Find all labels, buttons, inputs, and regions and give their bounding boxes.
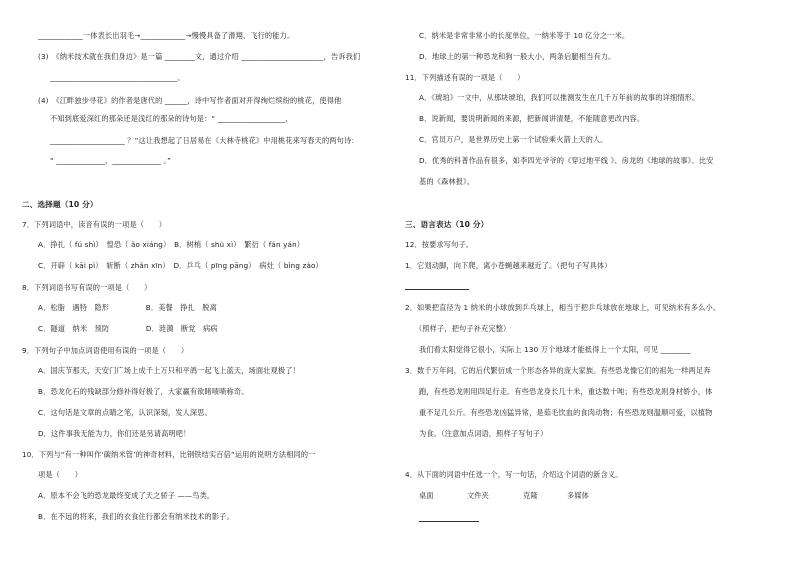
question-option: D．地球上的第一种恐龙和狗一般大小，两条后腿相当有力。 (419, 52, 616, 61)
section-title: 三、语言表达（10 分） (405, 220, 489, 229)
question-option: A．《琥珀》一文中，从那块琥珀，我们可以推测发生在几千万年前的故事的详细情形。 (419, 93, 700, 102)
question-option: B．恐龙化石的残缺部分修补得好极了，大家赢有欲睹啧啧称奇。 (38, 387, 249, 396)
sub-question: 重不足几公斤。有些恐龙凶猛异常，是茹毛饮血的食肉动物；有些恐龙则温顺可爱，以植物 (419, 408, 713, 417)
question-option: A．松脂 遇特 隐形 B．美餐 挣扎 脱离 (38, 303, 217, 312)
word-choice: 桌面 (419, 491, 434, 500)
text-line: “ _____________，_____________ 。” (50, 156, 172, 165)
question-option: B．在不远的将来，我们的衣食住行都会有纳米技术的影子。 (38, 512, 234, 521)
sub-question: 3．数千万年间，它的后代繁衍成一个形态各异的庞大家族。有些恐龙像它们的祖先一样两足奔 (405, 366, 711, 375)
question-option: A．国庆节那天，天安门广场上成千上万只和平鸽一起飞上蓝天，场面壮观极了！ (38, 366, 300, 375)
sub-question: 跑，有些恐龙则用四足行走。有些恐龙身长几十米，重达数十吨；有些恐龙则身材娇小，体 (419, 387, 713, 396)
question-option: C．开辟（ kāi pì） 斩断（ zhǎn xīn） D．乒乓（ pīng pāng） 病灶（ bìng zào） (38, 261, 323, 270)
question-option: C．隧道 纳米 预防 D．涟漪 断党 病病 (38, 324, 218, 333)
question-stem: 12．按要求写句子。 (405, 240, 474, 249)
question-option: A．挣扎（ fú shì） 惶恐（ ǎo xiáng） B．树梢（ shù xì） 繁衍（ fán yán） (38, 240, 305, 249)
question-option: D．这件事我无能为力，你们还是另请高明吧！ (38, 429, 191, 438)
question-option: A．原本不会飞的恐龙最终变成了天之骄子 ——鸟类。 (38, 491, 215, 500)
question-option: B．说新闻，要说明新闻的来源，把新闻讲清楚，不能随意更改内容。 (419, 114, 645, 123)
text-line: (3) 《纳米技术就在我们身边》是一篇 ________文，通过介绍 ______________________，告诉我们 (38, 52, 361, 61)
text-line: 不知到底爱深红的那朵还是浅红的那朵的诗句是：“ __________________， (50, 114, 293, 123)
answer-line (419, 512, 479, 522)
sub-question-note: （照样子，把句子补充完整） (415, 324, 511, 333)
question-stem: 7．下列词语中，读音有误的一项是（ ） (22, 220, 167, 229)
text-line: ____________一体表长出羽毛→____________→慢慢具备了滑翔、飞行的能力。 (38, 31, 295, 40)
sub-question-example: 我们看太阳觉得它很小，实际上 130 万个地球才能抵得上一个太阳，可见 ________ (419, 345, 691, 354)
question-option: C．官员万户，是世界历史上第一个试验乘火箭上天的人。 (419, 135, 608, 144)
question-option: D．优秀的科普作品有很多，如李四光爷爷的《穿过地平线 》、房龙的《地球的故事》、比安 (419, 156, 714, 165)
sub-question: 1．它划动脚，向下爬，离小苍蝇越来越近了。（把句子写具体） (405, 261, 612, 270)
question-stem: 9．下列句子中加点词语使用有误的一项是（ ） (22, 346, 189, 355)
section-title: 二、选择题（10 分） (22, 200, 98, 209)
sub-question: 2．如果把直径为 1 纳米的小球放到乒乓球上，相当于把乒乓球放在地球上，可见纳米有多么小。 (405, 303, 721, 312)
question-stem: 11．下列描述有误的一项是（ ） (405, 73, 525, 82)
word-choice: 克隆 (523, 491, 538, 500)
question-option: C．纳米是非常非常小的长度单位，一纳米等于 10 亿分之一米。 (419, 31, 630, 40)
text-line: (4) 《江畔独步寻花》的作者是唐代的 ______，诗中写作者面对开得绚烂缤纷的桃花，使得他 (38, 96, 342, 105)
text-line: ____________________ ？”这让我想起了日居易在《大林寺桃花》中用桃花来写春天的两句诗： (50, 136, 359, 145)
word-choice: 多媒体 (567, 491, 590, 500)
question-stem: 项是（ ） (38, 470, 83, 479)
word-choice: 文件夹 (467, 491, 490, 500)
text-line: __________________________________。 (50, 73, 185, 82)
sub-question: 4．从下面的词语中任选一个，写一句话，介绍这个词语的新含义。 (405, 470, 623, 479)
question-option: C．这句话是文章的点睛之笔，认识深刻，发人深思。 (38, 408, 212, 417)
question-stem: 8．下列词语书写有误的一项是（ ） (22, 283, 152, 292)
sub-question: 为食。（注意加点词语，照样子写句子） (419, 429, 548, 438)
question-option: 基的《森林报》。 (419, 177, 475, 186)
answer-line (405, 280, 469, 290)
question-stem: 10．下列与“有一种叫作‘碳纳米管’的神奇材料，比钢铁结实百倍”运用的说明方法相同的一 (22, 450, 316, 459)
